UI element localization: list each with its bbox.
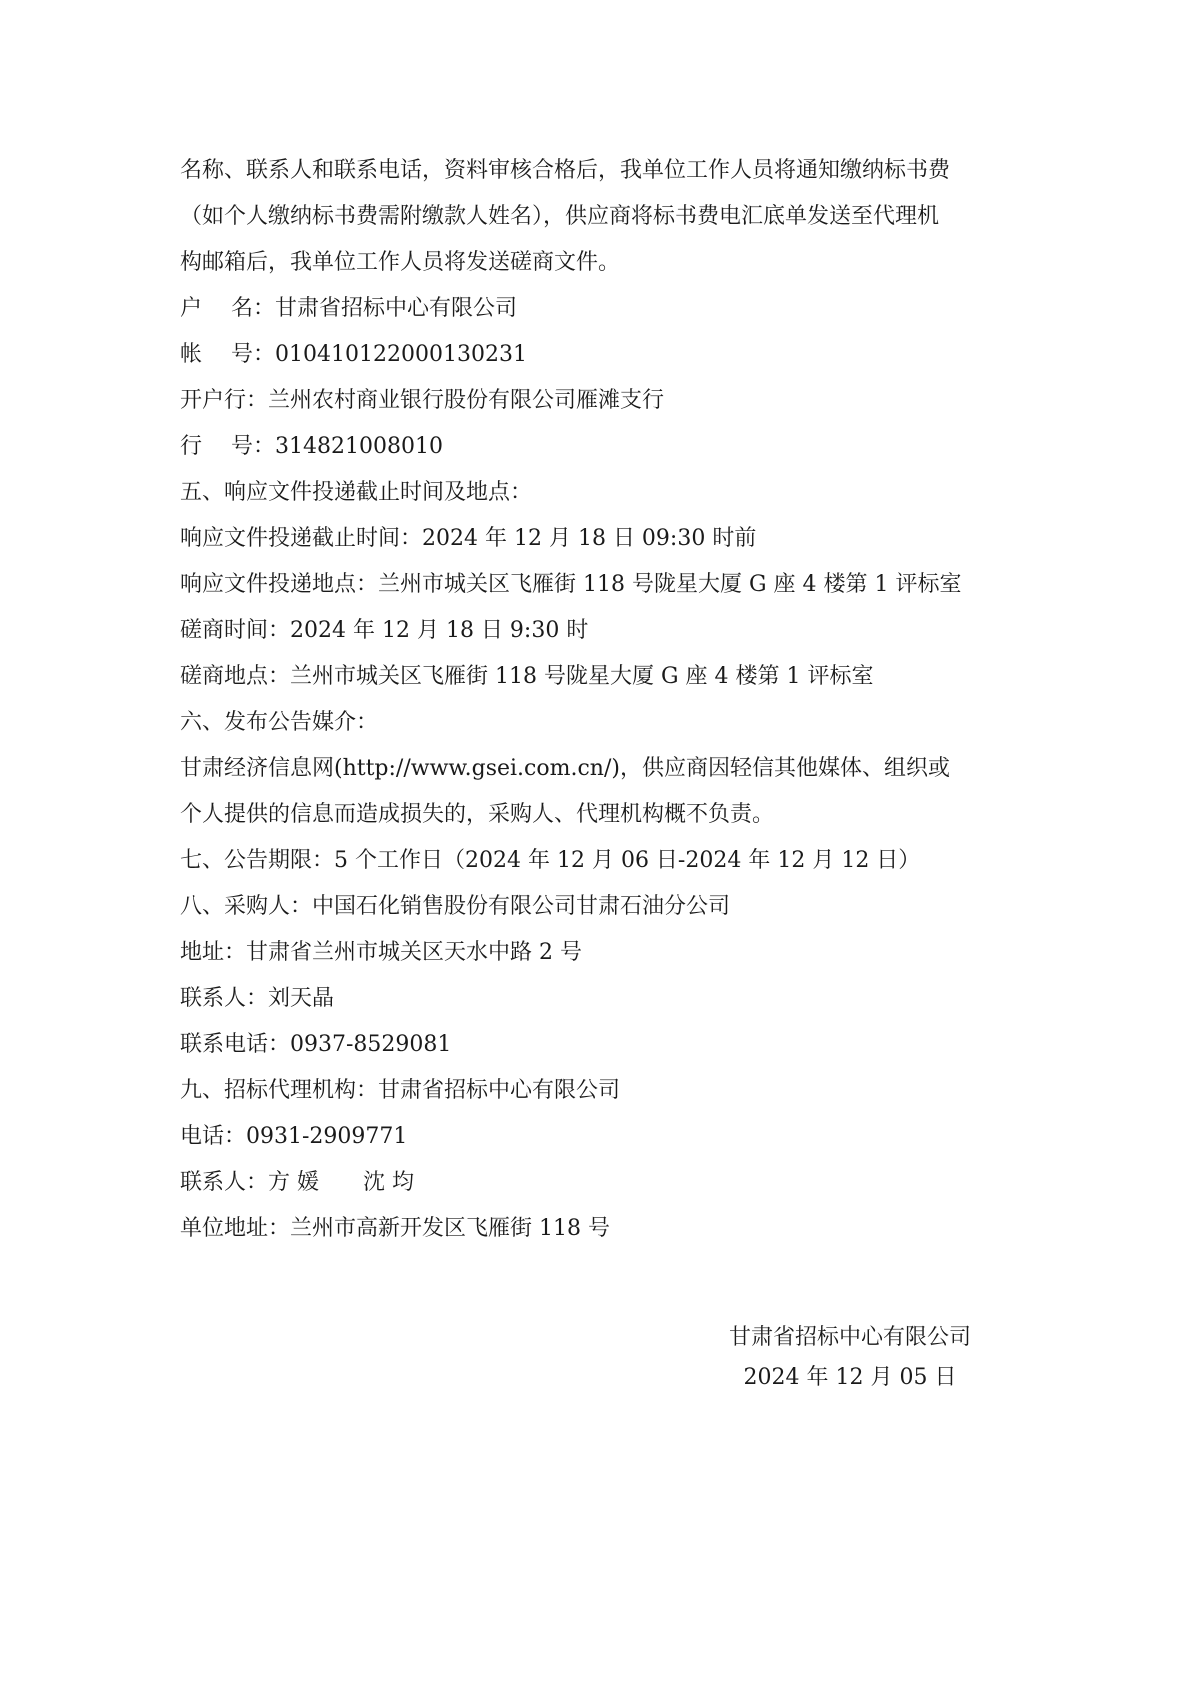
purchaser-phone: 联系电话：0937-8529081 [180, 1032, 452, 1057]
negotiation-location: 磋商地点：兰州市城关区飞雁街 118 号陇星大厦 G 座 4 楼第 1 评标室 [180, 664, 874, 689]
section-heading-media: 六、发布公告媒介： [180, 710, 379, 735]
document-body [180, 148, 1020, 1252]
section-agency: 九、招标代理机构：甘肃省招标中心有限公司 [180, 1078, 621, 1103]
signature-date: 2024 年 12 月 05 日 [743, 1365, 957, 1390]
text-line-registration-1: 名称、联系人和联系电话，资料审核合格后，我单位工作人员将通知缴纳标书费 [180, 158, 951, 183]
agency-contact: 联系人：方 媛 沈 均 [180, 1170, 414, 1195]
text-line-registration-2: （如个人缴纳标书费需附缴款人姓名），供应商将标书费电汇底单发送至代理机 [180, 204, 940, 229]
agency-phone: 电话：0931-2909771 [180, 1124, 408, 1149]
account-name: 户 名：甘肃省招标中心有限公司 [180, 296, 517, 321]
bank-code: 行 号：314821008010 [180, 434, 443, 459]
purchaser-contact: 联系人：刘天晶 [180, 986, 335, 1011]
section-heading-deadline: 五、响应文件投递截止时间及地点： [180, 480, 533, 505]
agency-address: 单位地址：兰州市高新开发区飞雁街 118 号 [180, 1216, 610, 1241]
submission-location: 响应文件投递地点：兰州市城关区飞雁街 118 号陇星大厦 G 座 4 楼第 1 评标室 [180, 572, 962, 597]
purchaser-address: 地址：甘肃省兰州市城关区天水中路 2 号 [180, 940, 582, 965]
media-text-2: 个人提供的信息而造成损失的，采购人、代理机构概不负责。 [180, 802, 775, 827]
section-purchaser: 八、采购人：中国石化销售股份有限公司甘肃石油分公司 [180, 894, 731, 919]
account-bank: 开户行：兰州农村商业银行股份有限公司雁滩支行 [180, 388, 665, 413]
media-text-1: 甘肃经济信息网(http://www.gsei.com.cn/)，供应商因轻信其他媒体、组织或 [180, 756, 950, 781]
negotiation-time: 磋商时间：2024 年 12 月 18 日 9:30 时 [180, 618, 589, 643]
account-number: 帐 号：010410122000130231 [180, 342, 527, 367]
submission-deadline: 响应文件投递截止时间：2024 年 12 月 18 日 09:30 时前 [180, 526, 757, 551]
signature-organization: 甘肃省招标中心有限公司 [728, 1325, 971, 1350]
section-announcement-period: 七、公告期限：5 个工作日（2024 年 12 月 06 日-2024 年 12 月 12 日） [180, 848, 921, 873]
signature-block [700, 1318, 1000, 1398]
text-line-registration-3: 构邮箱后，我单位工作人员将发送磋商文件。 [180, 250, 621, 275]
